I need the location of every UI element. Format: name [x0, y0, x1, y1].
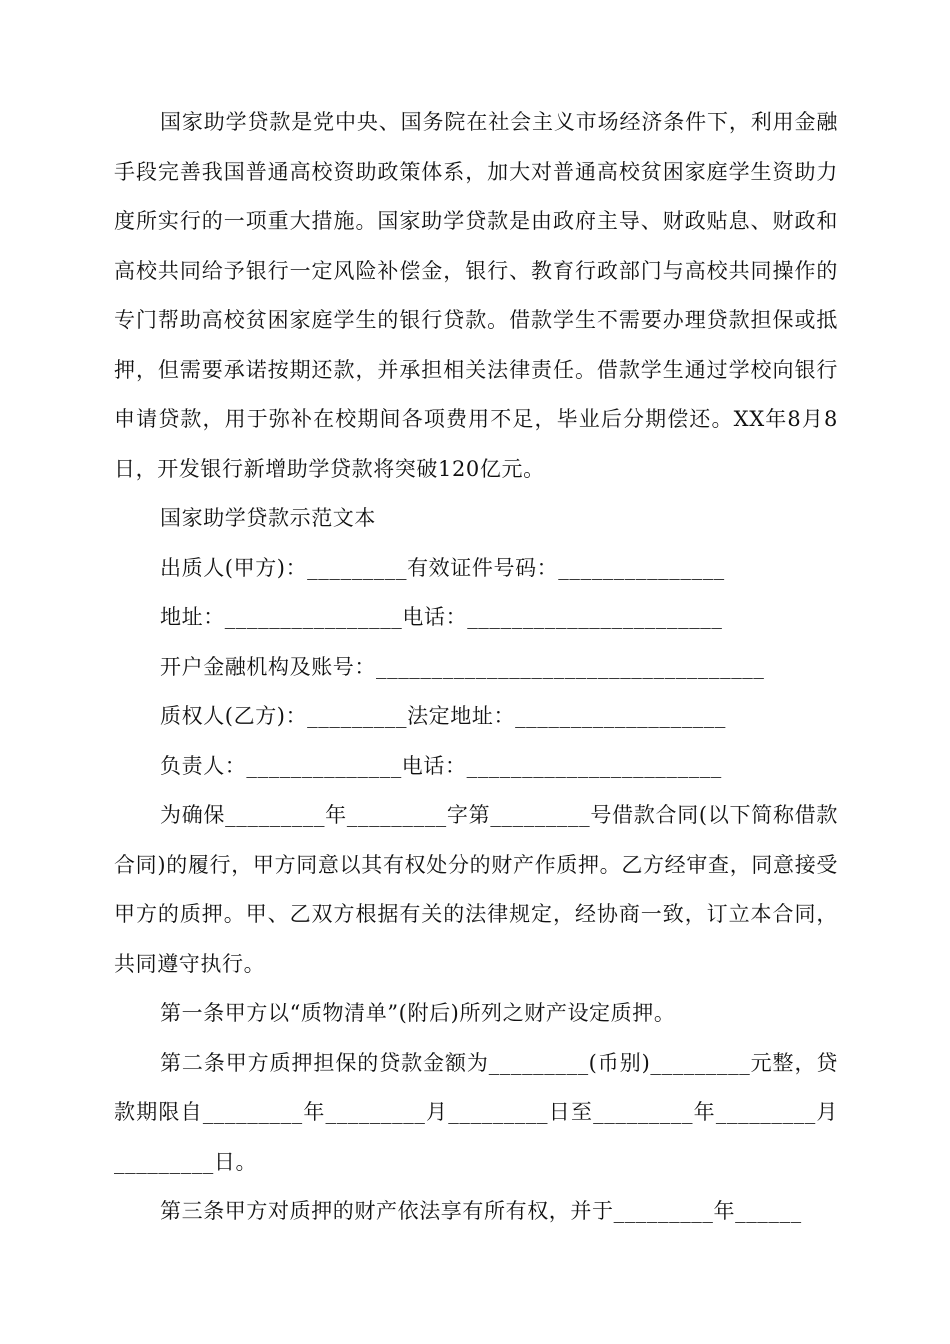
article-2: 第二条甲方质押担保的贷款金额为_________(币别)_________元整，贷款期限自_________年_________月_________日至_________年_________月_________日。 — [114, 1050, 838, 1174]
field-pledgor: 出质人(甲方)：_________有效证件号码：_______________ — [160, 555, 725, 580]
purpose-paragraph: 为确保_________年_________字第_________号借款合同(以下简称借款合同)的履行，甲方同意以其有权处分的财产作质押。乙方经审查，同意接受甲方的质押。甲、乙双方根据有关的法律规定，经协商一致，订立本合同，共同遵守执行。 — [114, 803, 838, 976]
article-1: 第一条甲方以“质物清单”(附后)所列之财产设定质押。 — [160, 1001, 676, 1025]
field-address: 地址：________________电话：_______________________ — [160, 605, 723, 629]
intro-paragraph: 国家助学贷款是党中央、国务院在社会主义市场经济条件下，利用金融手段完善我国普通高校资助政策体系，加大对普通高校贫困家庭学生资助力度所实行的一项重大措施。国家助学贷款是由政府主导、财政贴息、财政和高校共同给予银行一定风险补偿金，银行、教育行政部门与高校共同操作的专门帮助高校贫困家庭学生的银行贷款。借款学生不需要办理贷款担保或抵押，但需要承诺按期还款，并承担相关法律责任。借款学生通过学校向银行申请贷款，用于弥补在校期间各项费用不足，毕业后分期偿还。XX年8月8日，开发银行新增助学贷款将突破120亿元。 — [114, 110, 838, 481]
sample-title: 国家助学贷款示范文本 — [160, 506, 376, 530]
field-responsible: 负责人：______________电话：_______________________ — [160, 753, 722, 778]
document-body — [114, 98, 838, 1237]
article-3: 第三条甲方对质押的财产依法享有所有权，并于_________年______ — [160, 1199, 802, 1223]
field-account: 开户金融机构及账号：___________________________________ — [160, 654, 765, 679]
field-pledgee: 质权人(乙方)：_________法定地址：___________________ — [160, 704, 726, 728]
